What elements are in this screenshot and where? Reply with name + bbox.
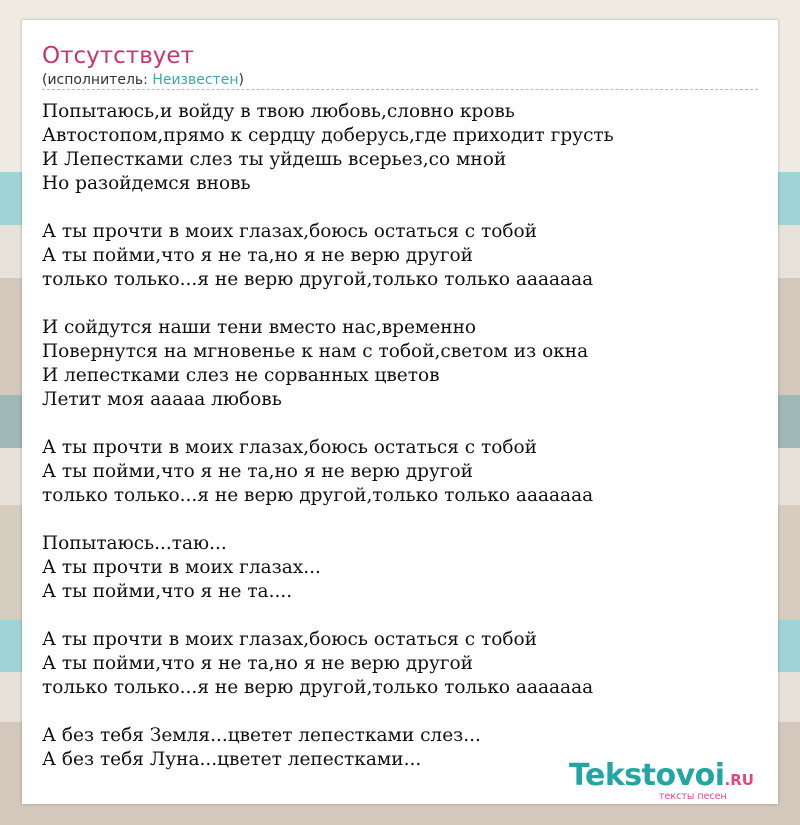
lyric-line: А ты прочти в моих глазах,боюсь остаться с тобой [42,629,537,650]
lyric-line: Попытаюсь,и войду в твою любовь,словно кровь [42,101,515,122]
artist-link[interactable]: Неизвестен [152,72,239,88]
lyric-line: А ты пойми,что я не та,но я не верю другой [42,245,474,266]
lyric-line: И сойдутся наши тени вместо нас,временно [42,317,477,338]
lyric-line: Автостопом,прямо к сердцу доберусь,где приходит грусть [42,125,614,146]
lyrics-card [22,20,778,804]
lyric-line: А ты пойми,что я не та,но я не верю другой [42,461,474,482]
lyric-line: Попытаюсь...таю... [42,533,227,554]
dashed-divider [42,89,758,90]
lyric-line: И Лепестками слез ты уйдешь всерьез,со мной [42,149,507,170]
site-logo[interactable] [569,758,754,802]
lyric-line: А ты пойми,что я не та.... [42,581,293,602]
lyric-line: И лепестками слез не сорванных цветов [42,365,440,386]
logo-tld: .RU [724,771,754,789]
lyric-line: А ты прочти в моих глазах,боюсь остаться с тобой [42,437,537,458]
artist-line [42,71,244,89]
logo-brand: Tekstovoi [569,758,725,793]
lyric-line: только только...я не верю другой,только только ааааааа [42,677,594,698]
lyric-line: только только...я не верю другой,только только ааааааа [42,269,594,290]
logo-tagline: тексты песен [659,791,727,802]
artist-suffix: ) [238,72,244,88]
lyric-line: Но разойдемся вновь [42,173,251,194]
artist-prefix: (исполнитель: [42,72,153,88]
lyric-line: А ты пойми,что я не та,но я не верю другой [42,653,474,674]
lyric-line: А ты прочти в моих глазах... [42,557,321,578]
lyric-line: только только...я не верю другой,только только ааааааа [42,485,594,506]
lyric-line: Повернутся на мгновенье к нам с тобой,светом из окна [42,341,589,362]
stanza-gap [42,508,762,532]
lyric-line: А без тебя Луна...цветет лепестками... [42,749,422,770]
stanza-gap [42,196,762,220]
lyric-line: Летит моя ааааа любовь [42,389,282,410]
stanza-gap [42,700,762,724]
song-title: Отсутствует [42,43,194,69]
stanza-gap [42,292,762,316]
lyric-line: А ты прочти в моих глазах,боюсь остаться с тобой [42,221,537,242]
lyric-line: А без тебя Земля...цветет лепестками слез... [42,725,481,746]
stanza-gap [42,412,762,436]
lyrics-body [42,100,762,772]
stanza-gap [42,604,762,628]
